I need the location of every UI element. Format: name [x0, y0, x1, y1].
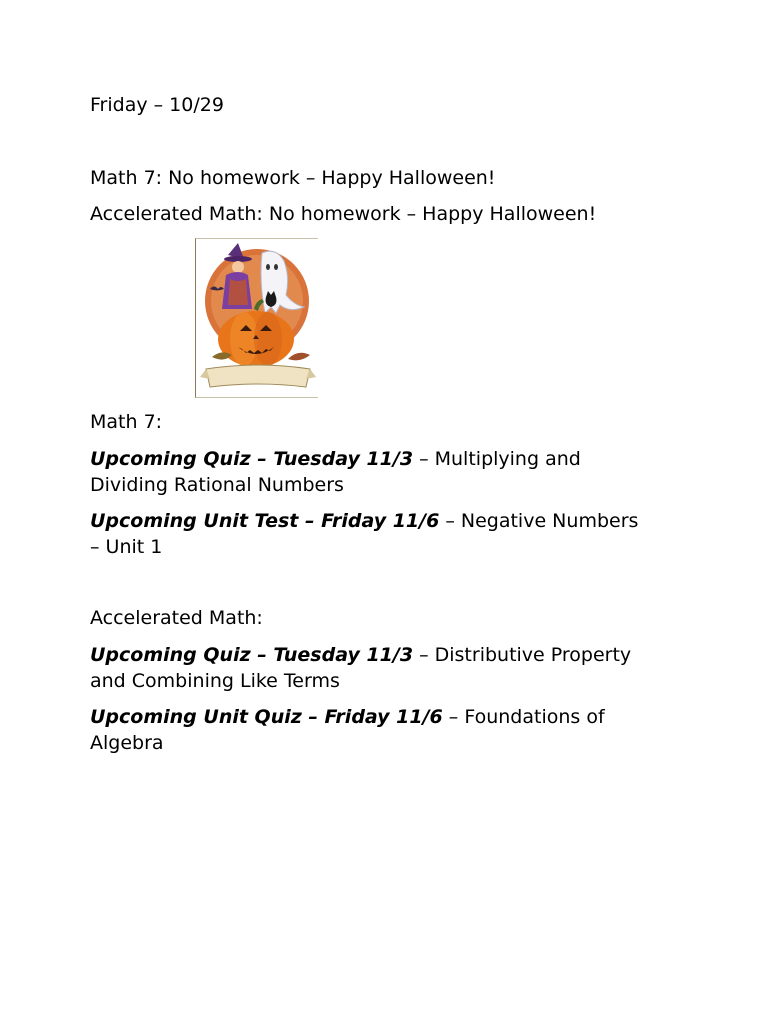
halloween-pumpkin-ghost-witch-icon: [195, 238, 318, 398]
item-desc-continued: Algebra: [90, 732, 164, 754]
item-desc-continued: – Unit 1: [90, 536, 163, 558]
math7-section-heading: Math 7:: [90, 411, 163, 433]
math7-homework-line: Math 7: No homework – Happy Halloween!: [90, 167, 496, 189]
item-desc: – Negative Numbers: [439, 510, 639, 532]
item-desc-continued: and Combining Like Terms: [90, 670, 340, 692]
item-desc: – Foundations of: [442, 706, 605, 728]
item-label: Upcoming Quiz – Tuesday 11/3: [90, 448, 414, 470]
date-heading: Friday – 10/29: [90, 94, 224, 116]
accelerated-item-quiz: [90, 642, 680, 694]
item-desc: – Distributive Property: [413, 644, 632, 666]
item-desc-continued: Dividing Rational Numbers: [90, 474, 344, 496]
item-label: Upcoming Unit Quiz – Friday 11/6: [90, 706, 443, 728]
accelerated-homework-line: Accelerated Math: No homework – Happy Halloween!: [90, 203, 597, 225]
math7-item-unit-test: [90, 508, 680, 560]
math7-item-quiz: [90, 446, 680, 498]
item-label: Upcoming Quiz – Tuesday 11/3: [90, 644, 414, 666]
accelerated-item-unit-quiz: [90, 704, 680, 756]
item-label: Upcoming Unit Test – Friday 11/6: [90, 510, 440, 532]
accelerated-section-heading: Accelerated Math:: [90, 607, 263, 629]
item-desc: – Multiplying and: [413, 448, 581, 470]
